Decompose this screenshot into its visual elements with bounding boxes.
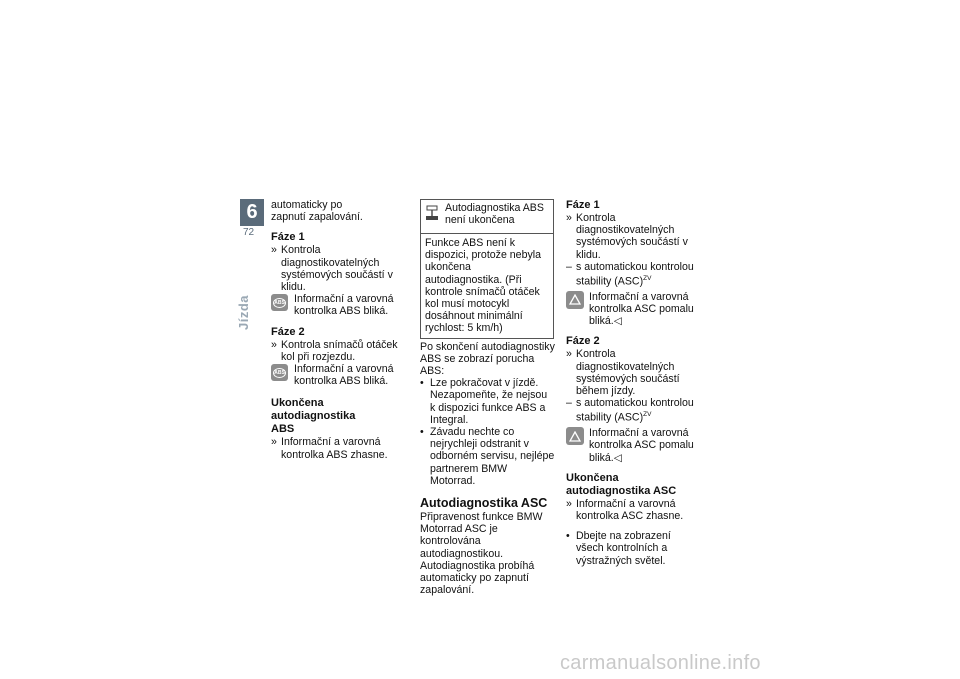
asc-bullet bbox=[566, 530, 701, 567]
dash-marker: – bbox=[566, 260, 572, 273]
box-header bbox=[421, 200, 553, 234]
abs-end-item-text: Informační a varovná kontrolka ABS zhasne. bbox=[281, 436, 388, 461]
faze1-lamp-row bbox=[271, 293, 404, 317]
abs-end-heading: Ukončena autodiagnostika ABS bbox=[271, 397, 356, 436]
asc-faze1-lamp-row bbox=[566, 291, 701, 328]
arrow-marker: » bbox=[271, 436, 277, 449]
faze2-item-text: Kontrola snímačů otáček kol při rozjezdu. bbox=[281, 338, 398, 363]
chapter-title-vertical: Jízda bbox=[236, 294, 251, 330]
watermark: carmanualsonline.info bbox=[560, 652, 761, 674]
bullet-1-text: Lze pokračovat v jízdě. Nezapomeňte, že nejsou k dispozici funkce ABS a Integral. bbox=[430, 377, 548, 426]
faze1-lamp-text: Informační a varovná kontrolka ABS bliká. bbox=[294, 293, 394, 318]
zv-superscript: ZV bbox=[643, 275, 652, 283]
asc-warning-triangle-icon bbox=[566, 427, 584, 445]
bullet-marker: • bbox=[420, 426, 424, 439]
dash-marker: – bbox=[566, 397, 572, 410]
faze2-item bbox=[271, 339, 404, 363]
asc-faze1-heading: Fáze 1 bbox=[566, 199, 600, 211]
bullet-marker: • bbox=[566, 530, 570, 543]
wrench-car-icon bbox=[425, 205, 439, 221]
asc-faze2-lamp-row bbox=[566, 427, 701, 464]
abs-end-item bbox=[271, 436, 404, 460]
column-3 bbox=[566, 199, 701, 567]
page-number: 72 bbox=[243, 227, 255, 238]
zv-superscript: ZV bbox=[643, 411, 652, 419]
end-marker-icon: ◁ bbox=[613, 315, 622, 328]
asc-faze1-item-text: Kontrola diagnostikovatelných systémových součástí v klidu. bbox=[576, 212, 688, 261]
faze2-lamp-row bbox=[271, 363, 404, 387]
arrow-marker: » bbox=[566, 497, 572, 510]
arrow-marker: » bbox=[271, 338, 277, 351]
end-marker-icon: ◁ bbox=[613, 451, 622, 464]
asc-end-heading: Ukončena autodiagnostika ASC bbox=[566, 471, 677, 497]
asc-faze2-heading: Fáze 2 bbox=[566, 335, 600, 348]
asc-end-item bbox=[566, 498, 701, 522]
asc-faze1-dash-text: s automatickou kontrolou stability (ASC) bbox=[576, 260, 694, 288]
asc-text: Připravenost funkce BMW Motorrad ASC je kontrolována autodiagnostikou. Autodiagnostika probíhá automaticky po zapnutí zapalování. bbox=[420, 511, 543, 597]
bullet-1 bbox=[420, 377, 555, 426]
faze1-item-text: Kontrola diagnostikovatelných systémových součástí v klidu. bbox=[281, 244, 393, 294]
column-2 bbox=[420, 199, 555, 596]
asc-faze1-lamp-text: Informační a varovná kontrolka ASC pomalu bliká. bbox=[589, 290, 694, 328]
asc-faze2-dash bbox=[566, 397, 701, 424]
asc-faze2-item bbox=[566, 348, 701, 397]
asc-bullet-text: Dbejte na zobrazení všech kontrolních a výstražných světel. bbox=[576, 530, 671, 567]
intro-text: automaticky po zapnutí zapalování. bbox=[271, 199, 363, 224]
bullet-2-text: Závadu nechte co nejrychleji odstranit v odborném servisu, nejlépe partnerem BMW Motorrad. bbox=[430, 426, 555, 487]
asc-faze2-dash-text: s automatickou kontrolou stability (ASC) bbox=[576, 397, 694, 424]
asc-section-heading: Autodiagnostika ASC bbox=[420, 496, 548, 511]
abs-warning-lamp-icon: ABS bbox=[271, 294, 288, 311]
box-body: Funkce ABS není k dispozici, protože nebyla ukončena autodiagnostika. (Při kontrole snímačů otáček kol musí motocykl dosáhnout minimální rychlost: 5 km/h) bbox=[425, 237, 542, 335]
abs-warning-lamp-icon: ABS bbox=[271, 364, 288, 381]
faze2-heading: Fáze 2 bbox=[271, 325, 305, 338]
abs-not-finished-box bbox=[420, 199, 554, 339]
after-text: Po skončení autodiagnostiky ABS se zobrazí porucha ABS: bbox=[420, 340, 555, 378]
faze1-item bbox=[271, 244, 404, 293]
faze1-heading: Fáze 1 bbox=[271, 231, 305, 244]
asc-faze2-item-text: Kontrola diagnostikovatelných systémových součástí během jízdy. bbox=[576, 348, 680, 397]
asc-faze1-dash bbox=[566, 261, 701, 288]
bullet-2 bbox=[420, 426, 555, 487]
asc-end-item-text: Informační a varovná kontrolka ASC zhasne. bbox=[576, 497, 684, 522]
bullet-marker: • bbox=[420, 377, 424, 390]
asc-faze2-lamp-text: Informační a varovná kontrolka ASC pomalu bliká. bbox=[589, 427, 694, 464]
chapter-number-badge: 6 bbox=[240, 199, 264, 226]
arrow-marker: » bbox=[566, 212, 572, 224]
box-title: Autodiagnostika ABS není ukončena bbox=[445, 202, 544, 227]
asc-warning-triangle-icon bbox=[566, 291, 584, 309]
column-1 bbox=[271, 199, 404, 461]
faze2-lamp-text: Informační a varovná kontrolka ABS bliká. bbox=[294, 363, 394, 388]
arrow-marker: » bbox=[271, 244, 277, 257]
asc-faze1-item bbox=[566, 212, 701, 261]
arrow-marker: » bbox=[566, 348, 572, 361]
